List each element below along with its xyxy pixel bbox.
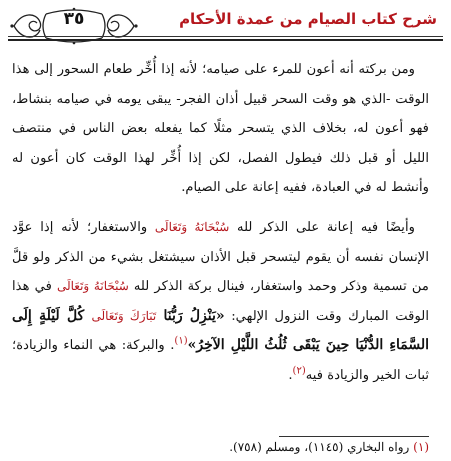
paragraph-2 — [12, 213, 429, 391]
hadith-quote-part-2: كُلَّ لَيْلَةٍ إِلَى السَّمَاءِ الدُّنْيَا حِينَ يَبْقَى ثُلُثُ اللَّيْلِ الآخِرُ» — [12, 307, 430, 354]
paragraph-2-part-1: وأيضًا فيه إعانة على الذكر لله — [237, 219, 416, 235]
paragraph-2-part-3: في هذا الوقت المبارك وقت النزول الإلهي: — [12, 279, 429, 324]
footnote-number: (١) — [413, 440, 429, 454]
page-header — [0, 0, 451, 52]
footnote-reference[interactable]: (٢) — [292, 365, 306, 377]
paragraph-2-part-4: . والبركة: هي النماء والزيادة؛ ثبات الخير والزيادة فيه — [12, 338, 429, 383]
honorific-formula: تَبَارَكَ وَتَعَالَى — [91, 308, 157, 323]
header-rule-thick — [8, 39, 443, 41]
paragraph-1: ومن بركته أنه أعون للمرء على صيامه؛ لأنه إذا أُخِّر طعام السحور إلى هذا الوقت -الذي هو وقت السحر قبيل أذان الفجر- يبقى يومه في صيامه بنشاط، فهو أعون له، بخلاف الذي يتسحر مثلًا كما يفعله بعض الناس في منتصف الليل أو قبل ذلك فيطول الفصل، لكن إذا أُخِّر لهذا الوقت كان أعون له وأنشط له في العبادة، ففيه إعانة على الصيام. — [12, 62, 429, 196]
footnote-text: رواه البخاري (١١٤٥)، ومسلم (٧٥٨). — [229, 440, 410, 454]
hadith-quote-part-1: «يَنْزِلُ رَبُّنَا — [163, 307, 225, 324]
main-text — [12, 55, 429, 397]
paragraph-2-part-2: والاستغفار؛ لأنه إذا عوَّد الإنسان نفسه أن يقوم ليتسحر قبل الأذان سيشتغل بشيء من الذكر ولو قلَّ من تسمية وذكر وحمد واستغفار، فينال بركة الذكر لله — [12, 219, 429, 295]
footnote-1 — [12, 437, 429, 457]
page-number: ٣٥ — [63, 9, 85, 29]
footnote-reference[interactable]: (١) — [174, 335, 188, 347]
paragraph-2-part-5: . — [288, 367, 293, 383]
book-title: شرح كتاب الصيام من عمدة الأحكام — [179, 10, 437, 28]
honorific-formula: سُبْحَانَهُ وَتَعَالَى — [154, 219, 230, 234]
header-rule-thin — [8, 36, 443, 37]
honorific-formula: سُبْحَانَهُ وَتَعَالَى — [56, 279, 129, 294]
